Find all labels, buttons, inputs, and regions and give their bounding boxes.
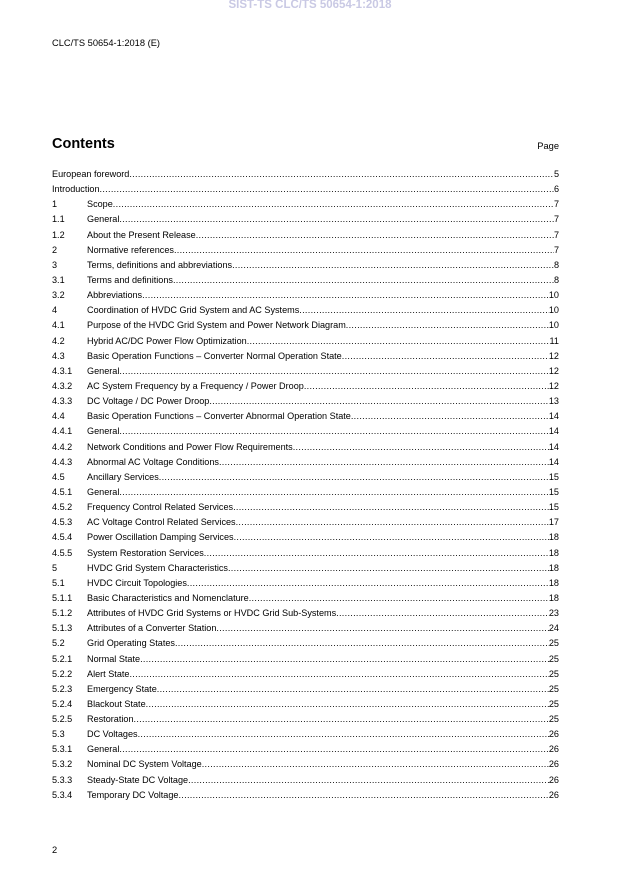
dot-leader [351,409,549,424]
toc-entry-page: 12 [548,365,559,376]
toc-entry-number: 3 [52,259,58,270]
toc-entry-title: Ancillary Services [87,471,159,482]
toc-entry-page: 10 [548,290,559,301]
page-title: Contents [52,136,115,152]
table-of-contents [52,167,559,803]
toc-entry[interactable] [52,652,559,667]
toc-entry-number: 5.1 [52,577,65,588]
dot-leader [202,757,549,772]
toc-entry-title: Temporary DC Voltage [87,789,179,800]
toc-entry-number: 4.4.3 [52,456,73,467]
toc-entry[interactable] [52,742,559,757]
dot-leader [174,243,554,258]
toc-entry-page: 15 [548,486,559,497]
toc-entry-title: About the Present Release [87,229,196,240]
toc-entry-number: 4.4 [52,411,65,422]
toc-entry-page: 26 [548,774,559,785]
toc-entry[interactable] [52,440,559,455]
toc-entry-title: Blackout State [87,698,146,709]
toc-entry-number: 3.1 [52,274,65,285]
dot-leader [142,288,549,303]
toc-entry-number: 5 [52,562,58,573]
toc-entry-title: AC Voltage Control Related Services [87,517,236,528]
toc-entry-title: General [87,486,120,497]
toc-entry-title: Normative references [87,244,174,255]
toc-entry-page: 11 [549,335,559,346]
dot-leader [346,318,549,333]
toc-entry-number: 5.1.2 [52,608,73,619]
toc-entry-page: 14 [548,441,559,452]
toc-entry-number: 4.5.2 [52,502,73,513]
dot-leader [113,197,554,212]
dot-leader [129,167,554,182]
toc-entry-number: 5.3.2 [52,759,73,770]
dot-leader [196,228,554,243]
toc-entry[interactable] [52,546,559,561]
toc-entry-page: 12 [548,380,559,391]
toc-entry[interactable] [52,228,559,243]
toc-entry-number: 1 [52,199,58,210]
toc-entry-number: 1.2 [52,229,65,240]
toc-entry-page: 17 [548,517,559,528]
toc-entry-title: Introduction [52,184,100,195]
dot-leader [233,500,549,515]
toc-entry-title: Terms and definitions [87,274,173,285]
toc-entry-title: General [87,426,120,437]
dot-leader [140,652,549,667]
toc-entry-page: 18 [548,547,559,558]
dot-leader [209,394,549,409]
toc-entry-title: Nominal DC System Voltage [87,759,202,770]
toc-entry-number: 3.2 [52,290,65,301]
dot-leader [119,212,554,227]
dot-leader [304,379,549,394]
toc-entry-number: 4.5.3 [52,517,73,528]
toc-entry[interactable] [52,636,559,651]
toc-entry-number: 4.1 [52,320,65,331]
toc-entry-number: 5.1.3 [52,623,73,634]
toc-entry-number: 4.5.4 [52,532,73,543]
toc-entry-number: 5.2.1 [52,653,73,664]
dot-leader [342,349,549,364]
toc-entry[interactable] [52,561,559,576]
dot-leader [187,576,549,591]
toc-entry-page: 26 [548,759,559,770]
toc-entry-page: 23 [548,608,559,619]
toc-entry-number: 5.3.4 [52,789,73,800]
toc-entry[interactable] [52,197,559,212]
toc-entry-number: 5.2 [52,638,65,649]
dot-leader [249,591,549,606]
toc-entry-page: 7 [553,244,559,255]
toc-entry[interactable] [52,318,559,333]
dot-leader [234,530,549,545]
toc-entry[interactable] [52,500,559,515]
toc-entry-number: 4.3.2 [52,380,73,391]
dot-leader [236,515,549,530]
toc-entry-title: Attributes of a Converter Station [87,623,217,634]
toc-entry-title: DC Voltage / DC Power Droop [87,396,210,407]
toc-entry[interactable] [52,757,559,772]
dot-leader [188,773,549,788]
dot-leader [216,621,548,636]
toc-entry-number: 4.4.2 [52,441,73,452]
toc-entry[interactable] [52,364,559,379]
toc-entry[interactable] [52,394,559,409]
toc-entry-page: 7 [553,199,559,210]
toc-entry-title: European foreword [52,169,130,179]
toc-entry-title: Normal State [87,653,141,664]
toc-entry-number: 4 [52,305,58,316]
toc-entry-title: Basic Operation Functions – Converter Normal Operation State [87,350,342,361]
toc-entry-page: 14 [548,456,559,467]
toc-entry-number: 5.2.2 [52,668,73,679]
toc-entry[interactable] [52,273,559,288]
toc-entry[interactable] [52,303,559,318]
dot-leader [119,364,549,379]
toc-entry[interactable] [52,621,559,636]
toc-entry[interactable] [52,243,559,258]
toc-entry-title: Power Oscillation Damping Services [87,532,234,543]
dot-leader [146,697,549,712]
toc-entry-title: Restoration [87,714,134,725]
document-header: CLC/TS 50654-1:2018 (E) [52,38,161,48]
toc-entry[interactable] [52,591,559,606]
dot-leader [134,712,549,727]
toc-entry-number: 4.5.5 [52,547,73,558]
toc-entry-page: 18 [548,577,559,588]
toc-entry-number: 1.1 [52,214,65,225]
dot-leader [293,440,549,455]
toc-entry[interactable] [52,167,559,182]
toc-entry-page: 14 [548,426,559,437]
toc-entry-page: 26 [548,729,559,740]
toc-entry-title: Basic Characteristics and Nomenclature [87,592,249,603]
toc-entry-title: Network Conditions and Power Flow Requirements [87,441,293,452]
toc-entry-number: 5.2.4 [52,698,73,709]
toc-entry[interactable] [52,682,559,697]
toc-entry[interactable] [52,334,559,349]
toc-entry-number: 4.5 [52,471,65,482]
toc-entry[interactable] [52,727,559,742]
toc-entry-number: 4.4.1 [52,426,73,437]
page-column-label: Page [537,141,559,151]
toc-entry-page: 13 [548,396,559,407]
toc-entry-page: 25 [548,638,559,649]
toc-entry-page: 25 [548,668,559,679]
toc-entry-page: 18 [548,532,559,543]
toc-entry-page: 7 [553,229,559,240]
toc-entry[interactable] [52,182,559,197]
toc-entry[interactable] [52,409,559,424]
toc-entry[interactable] [52,712,559,727]
dot-leader [173,273,554,288]
toc-entry-number: 5.3 [52,729,65,740]
toc-entry[interactable] [52,288,559,303]
toc-entry[interactable] [52,530,559,545]
dot-leader [157,682,549,697]
toc-entry[interactable] [52,788,559,803]
toc-entry[interactable] [52,576,559,591]
toc-entry-number: 2 [52,244,58,255]
dot-leader [138,727,549,742]
toc-entry-page: 25 [548,653,559,664]
toc-entry-number: 4.3.3 [52,396,73,407]
toc-entry-title: AC System Frequency by a Frequency / Power Droop [87,380,304,391]
toc-entry[interactable] [52,606,559,621]
dot-leader [100,182,554,197]
toc-entry-page: 26 [548,789,559,800]
toc-entry-page: 18 [548,562,559,573]
toc-entry-title: Alert State [87,668,130,679]
toc-entry-title: Frequency Control Related Services [87,502,234,513]
toc-entry-number: 4.5.1 [52,486,73,497]
dot-leader [119,424,549,439]
toc-entry[interactable] [52,258,559,273]
toc-entry-title: Emergency State [87,683,157,694]
toc-entry-page: 7 [553,214,559,225]
toc-entry[interactable] [52,773,559,788]
dot-leader [219,455,549,470]
toc-entry-title: Coordination of HVDC Grid System and AC Systems [87,305,300,316]
toc-entry-title: Purpose of the HVDC Grid System and Power Network Diagram [87,320,346,331]
toc-entry-title: HVDC Circuit Topologies [87,577,187,588]
toc-entry-page: 18 [548,592,559,603]
toc-entry-title: Abnormal AC Voltage Conditions [87,456,219,467]
dot-leader [232,258,554,273]
dot-leader [228,561,549,576]
toc-entry-page: 8 [553,259,559,270]
toc-entry[interactable] [52,424,559,439]
toc-entry-page: 15 [548,471,559,482]
toc-entry[interactable] [52,697,559,712]
toc-entry-title: Grid Operating States [87,638,175,649]
toc-entry-page: 8 [553,274,559,285]
toc-entry[interactable] [52,667,559,682]
toc-entry-number: 4.3 [52,350,65,361]
dot-leader [247,334,550,349]
toc-entry-title: Attributes of HVDC Grid Systems or HVDC Grid Sub-Systems [87,608,337,619]
dot-leader [159,470,549,485]
toc-entry-title: Hybrid AC/DC Power Flow Optimization [87,335,247,346]
page-number: 2 [52,845,58,855]
toc-entry-number: 5.2.3 [52,683,73,694]
toc-entry-page: 10 [548,305,559,316]
toc-entry-page: 6 [553,184,559,195]
toc-entry[interactable] [52,379,559,394]
toc-entry-number: 5.2.5 [52,714,73,725]
toc-entry[interactable] [52,455,559,470]
toc-entry-number: 5.3.1 [52,744,73,755]
toc-entry[interactable] [52,349,559,364]
toc-entry-page: 25 [548,698,559,709]
toc-entry-title: Basic Operation Functions – Converter Abnormal Operation State [87,411,351,422]
toc-entry-page: 24 [548,623,559,634]
watermark: SIST-TS CLC/TS 50654-1:2018 [228,0,392,11]
toc-entry-title: DC Voltages [87,729,138,740]
toc-entry-title: Scope [87,199,113,210]
toc-entry[interactable] [52,485,559,500]
toc-entry-title: HVDC Grid System Characteristics [87,562,228,573]
toc-entry-number: 5.1.1 [52,592,73,603]
toc-entry-page: 12 [548,350,559,361]
toc-entry-title: General [87,744,120,755]
toc-entry-title: System Restoration Services [87,547,204,558]
toc-entry-number: 4.2 [52,335,65,346]
dot-leader [336,606,549,621]
dot-leader [119,485,549,500]
toc-entry-title: Terms, definitions and abbreviations [87,259,233,270]
toc-entry-page: 25 [548,714,559,725]
toc-entry[interactable] [52,470,559,485]
toc-entry[interactable] [52,212,559,227]
toc-entry-page: 5 [553,169,559,179]
dot-leader [299,303,549,318]
toc-entry-title: Abbreviations [87,290,143,301]
toc-entry[interactable] [52,515,559,530]
toc-entry-title: General [87,214,120,225]
toc-entry-page: 14 [548,411,559,422]
toc-entry-number: 4.3.1 [52,365,73,376]
dot-leader [119,742,549,757]
toc-entry-number: 5.3.3 [52,774,73,785]
toc-entry-title: Steady-State DC Voltage [87,774,189,785]
toc-entry-page: 25 [548,683,559,694]
dot-leader [129,667,548,682]
dot-leader [204,546,549,561]
dot-leader [178,788,548,803]
dot-leader [175,636,549,651]
toc-entry-page: 26 [548,744,559,755]
toc-entry-title: General [87,365,120,376]
toc-entry-page: 15 [548,502,559,513]
toc-entry-page: 10 [548,320,559,331]
